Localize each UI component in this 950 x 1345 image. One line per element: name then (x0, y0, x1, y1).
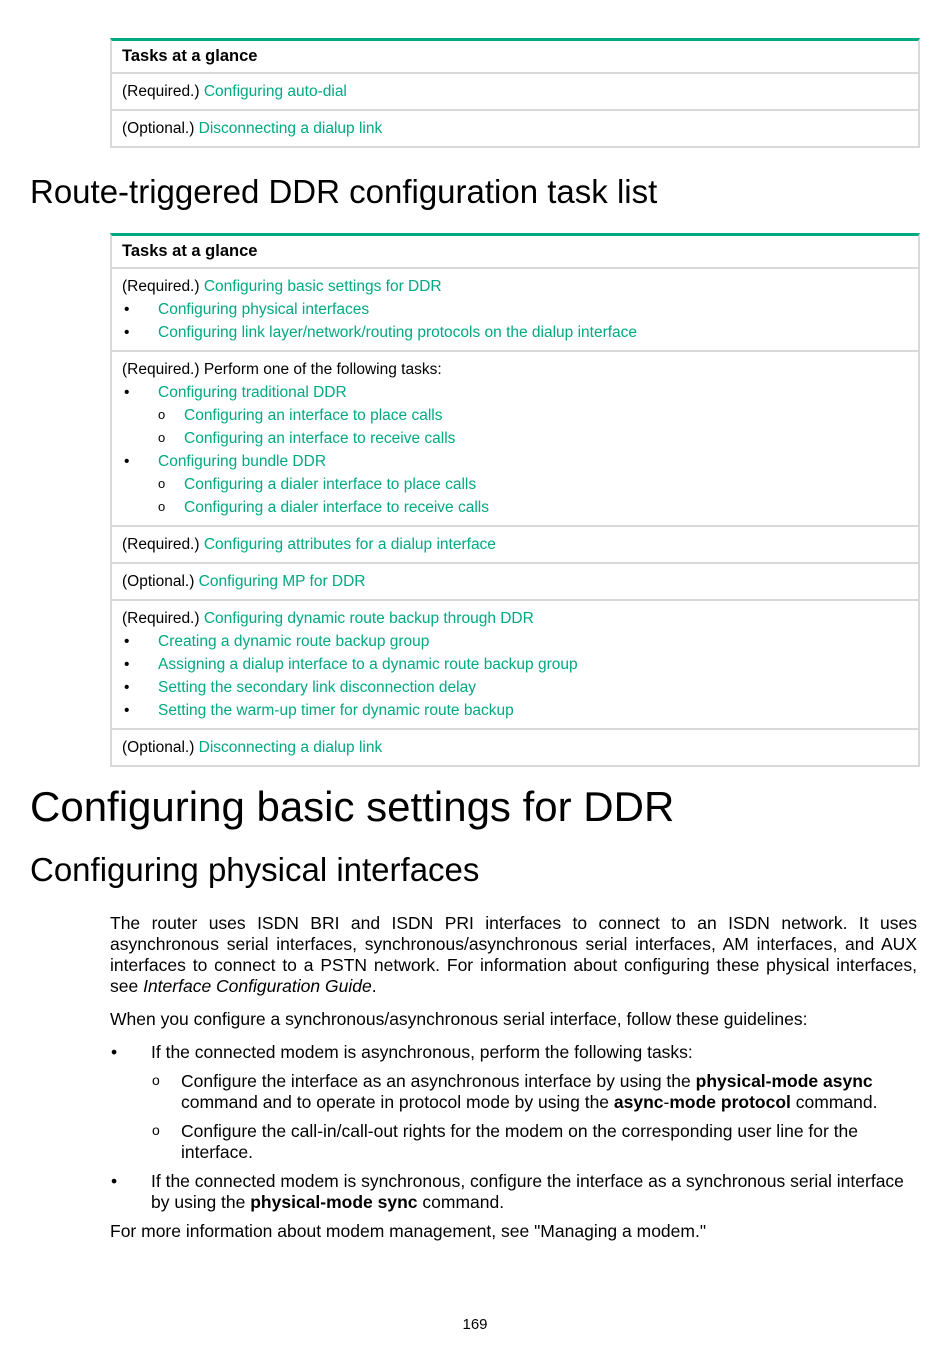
command-text: mode protocol (669, 1092, 791, 1112)
doc-reference: Interface Configuration Guide (143, 976, 372, 996)
link-dynamic-route-backup[interactable]: Configuring dynamic route backup through DDR (203, 610, 534, 627)
section-title: Route-triggered DDR configuration task list (30, 173, 658, 210)
list-item[interactable]: • Setting the secondary link disconnection delay (122, 676, 908, 699)
list-item-text: If the connected modem is asynchronous, perform the following tasks: (151, 1042, 693, 1062)
table-header: Tasks at a glance (112, 41, 918, 74)
chapter-title: Configuring basic settings for DDR (30, 783, 675, 830)
text: command and to operate in protocol mode by using the (181, 1092, 614, 1112)
sub-list-item[interactable]: o Configuring a dialer interface to receive calls (122, 496, 908, 519)
list-item (110, 1042, 917, 1063)
row-prefix: (Optional.) (122, 573, 199, 590)
row-prefix: (Optional.) (122, 739, 199, 756)
table-row (112, 564, 918, 601)
circle-bullet-icon: o (152, 1072, 160, 1088)
row-prefix: (Required.) (122, 278, 204, 295)
row-text: (Required.) Perform one of the following tasks: (122, 361, 442, 378)
list-item[interactable]: • Assigning a dialup interface to a dynamic route backup group (122, 653, 908, 676)
text: - (663, 1092, 670, 1112)
text: Configure the interface as an asynchronous interface by using the (181, 1071, 696, 1091)
link-configuring-auto-dial[interactable]: Configuring auto-dial (203, 83, 347, 100)
paragraph-text: The router uses ISDN BRI and ISDN PRI interfaces to connect to an ISDN network. It uses asynchronous serial interfaces, synchronous/asynchronous serial interfaces, AM interfaces, and AUX interfaces to connect to a PSTN network. For information about configuring these physical interfaces, see (110, 913, 917, 996)
task-table-route-triggered (110, 233, 920, 767)
paragraph: When you configure a synchronous/asynchronous serial interface, follow these guidelines: (110, 1009, 808, 1029)
table-row (112, 269, 918, 352)
list-item[interactable]: • Configuring physical interfaces (122, 298, 908, 321)
list-item (110, 1171, 917, 1213)
table-row (112, 111, 918, 148)
sub-list-item[interactable]: o Configuring an interface to receive calls (122, 427, 908, 450)
table-row (112, 74, 918, 111)
link-basic-settings[interactable]: Configuring basic settings for DDR (203, 278, 442, 295)
command-text: physical-mode async (695, 1071, 873, 1091)
paragraph-text: . (371, 976, 377, 996)
list-item[interactable]: • Setting the warm-up timer for dynamic route backup (122, 699, 908, 722)
table-row (112, 601, 918, 730)
sub-list-item[interactable]: o Configuring a dialer interface to place calls (122, 473, 908, 496)
bullet-icon: • (111, 1042, 118, 1062)
table-header: Tasks at a glance (112, 236, 918, 269)
paragraph (110, 913, 917, 997)
paragraph: For more information about modem management, see "Managing a modem." (110, 1221, 707, 1241)
list-item[interactable]: • Configuring traditional DDR (122, 381, 908, 404)
row-prefix: (Optional.) (122, 120, 199, 137)
sub-list-item[interactable]: o Configuring an interface to place calls (122, 404, 908, 427)
table-row (112, 527, 918, 564)
task-table-auto-dial (110, 38, 920, 148)
link-mp-for-ddr[interactable]: Configuring MP for DDR (198, 573, 366, 590)
link-disconnecting-dialup[interactable]: Disconnecting a dialup link (198, 739, 383, 756)
link-dialup-attributes[interactable]: Configuring attributes for a dialup interface (203, 536, 496, 553)
list-item[interactable]: • Configuring link layer/network/routing protocols on the dialup interface (122, 321, 908, 344)
text: If the connected modem is synchronous, configure the interface as a synchronous serial interface by using the (151, 1171, 904, 1212)
text: Configure the call-in/call-out rights for the modem on the corresponding user line for the interface. (181, 1121, 859, 1162)
row-prefix: (Required.) (122, 610, 204, 627)
command-text: physical-mode sync (250, 1192, 418, 1212)
command-text: async (613, 1092, 664, 1112)
sub-list-item (110, 1071, 917, 1113)
list-item[interactable]: • Creating a dynamic route backup group (122, 630, 908, 653)
circle-bullet-icon: o (152, 1122, 160, 1138)
body-content (110, 913, 917, 1254)
link-disconnecting-dialup[interactable]: Disconnecting a dialup link (198, 120, 383, 137)
bullet-icon: • (111, 1171, 118, 1191)
text: command. (417, 1192, 505, 1212)
page-number: 169 (462, 1316, 488, 1333)
row-prefix: (Required.) (122, 83, 204, 100)
sub-list-item (110, 1121, 917, 1163)
list-item[interactable]: • Configuring bundle DDR (122, 450, 908, 473)
row-prefix: (Required.) (122, 536, 204, 553)
subsection-title: Configuring physical interfaces (30, 851, 480, 888)
table-row (112, 730, 918, 767)
table-row (112, 352, 918, 527)
text: command. (790, 1092, 878, 1112)
